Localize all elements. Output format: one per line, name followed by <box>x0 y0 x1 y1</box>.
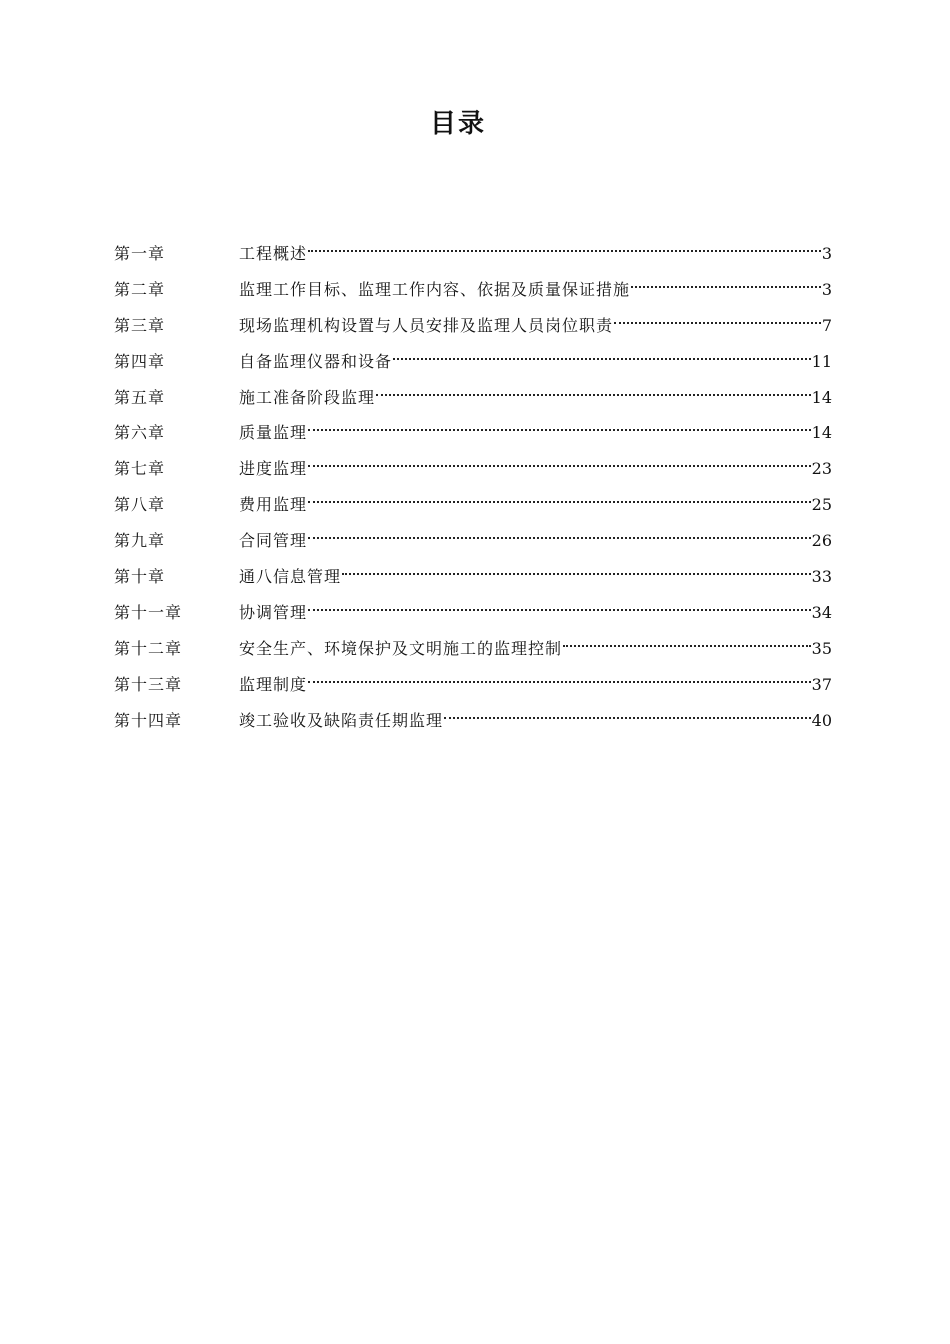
toc-dot-leader <box>614 301 821 331</box>
toc-chapter-label: 第二章 <box>114 279 166 299</box>
toc-dot-leader <box>308 229 821 259</box>
toc-page-number: 14 <box>811 387 832 407</box>
toc-dot-leader <box>308 660 811 690</box>
toc-page-number: 40 <box>811 710 832 730</box>
toc-chapter-label: 第一章 <box>114 244 166 263</box>
toc-entry[interactable] <box>114 624 832 660</box>
toc-chapter-label: 第十二章 <box>114 638 183 658</box>
toc-dot-leader <box>308 516 811 546</box>
toc-entry[interactable] <box>114 301 832 337</box>
toc-page-number: 35 <box>811 638 832 658</box>
toc-chapter-label: 第八章 <box>114 495 166 515</box>
toc-dot-leader <box>308 480 811 510</box>
toc-entry[interactable] <box>114 696 832 732</box>
toc-dot-leader <box>563 624 811 654</box>
toc-dot-leader <box>444 696 811 726</box>
toc-entry[interactable] <box>114 588 832 624</box>
toc-chapter-label: 第三章 <box>114 315 166 335</box>
toc-entry[interactable] <box>114 552 832 588</box>
toc-dot-leader <box>393 337 811 367</box>
toc-entry-title: 通八信息管理 <box>239 567 342 587</box>
toc-page-number: 7 <box>821 315 832 335</box>
toc-entry-title: 自备监理仪器和设备 <box>239 351 393 371</box>
toc-page-number: 3 <box>821 279 832 299</box>
toc-entry[interactable] <box>114 337 832 373</box>
toc-entry-title: 施工准备阶段监理 <box>239 387 376 407</box>
toc-entry-title: 费用监理 <box>239 495 308 515</box>
toc-chapter-label: 第十四章 <box>114 710 183 730</box>
page-title: 目录 <box>429 109 486 139</box>
toc-dot-leader <box>342 552 811 582</box>
toc-chapter-label: 第十三章 <box>114 674 183 694</box>
toc-page-number: 37 <box>811 674 832 694</box>
toc-chapter-label: 第十一章 <box>114 602 183 622</box>
toc-entry[interactable] <box>114 444 832 480</box>
toc-chapter-label: 第七章 <box>114 459 166 479</box>
toc-entry[interactable] <box>114 408 832 444</box>
toc-entry[interactable] <box>114 373 832 409</box>
toc-dot-leader <box>631 265 821 295</box>
toc-dot-leader <box>308 408 811 438</box>
toc-page-number: 23 <box>811 459 832 479</box>
toc-chapter-label: 第五章 <box>114 387 166 407</box>
toc-entry-title: 安全生产、环境保护及文明施工的监理控制 <box>239 638 563 658</box>
toc-dot-leader <box>308 588 811 618</box>
toc-entry-title: 监理工作目标、监理工作内容、依据及质量保证措施 <box>239 279 631 299</box>
toc-entry-title: 工程概述 <box>239 244 308 263</box>
toc-entry[interactable] <box>114 480 832 516</box>
toc-entry-title: 监理制度 <box>239 674 308 694</box>
toc-dot-leader <box>308 444 811 474</box>
toc-entry-title: 质量监理 <box>239 423 308 443</box>
toc-entry-title: 竣工验收及缺陷责任期监理 <box>239 710 444 730</box>
toc-page-number: 34 <box>811 602 832 622</box>
toc-entry-title: 现场监理机构设置与人员安排及监理人员岗位职责 <box>239 315 614 335</box>
toc-entry[interactable] <box>114 516 832 552</box>
toc-chapter-label: 第四章 <box>114 351 166 371</box>
toc-entry-title: 合同管理 <box>239 531 308 551</box>
toc-page-number: 14 <box>811 423 832 443</box>
toc-entry[interactable] <box>114 660 832 696</box>
toc-dot-leader <box>376 373 811 403</box>
toc-page-number: 25 <box>811 495 832 515</box>
toc-entry-title: 进度监理 <box>239 459 308 479</box>
toc-page-number: 33 <box>811 567 832 587</box>
toc-page-number: 3 <box>821 244 832 263</box>
table-of-contents <box>114 229 832 731</box>
toc-chapter-label: 第九章 <box>114 531 166 551</box>
toc-page-number: 11 <box>811 351 832 371</box>
toc-entry[interactable] <box>114 229 832 265</box>
toc-chapter-label: 第十章 <box>114 567 166 587</box>
toc-entry-title: 协调管理 <box>239 602 308 622</box>
toc-chapter-label: 第六章 <box>114 423 166 443</box>
toc-page-number: 26 <box>811 531 832 551</box>
toc-entry[interactable] <box>114 265 832 301</box>
